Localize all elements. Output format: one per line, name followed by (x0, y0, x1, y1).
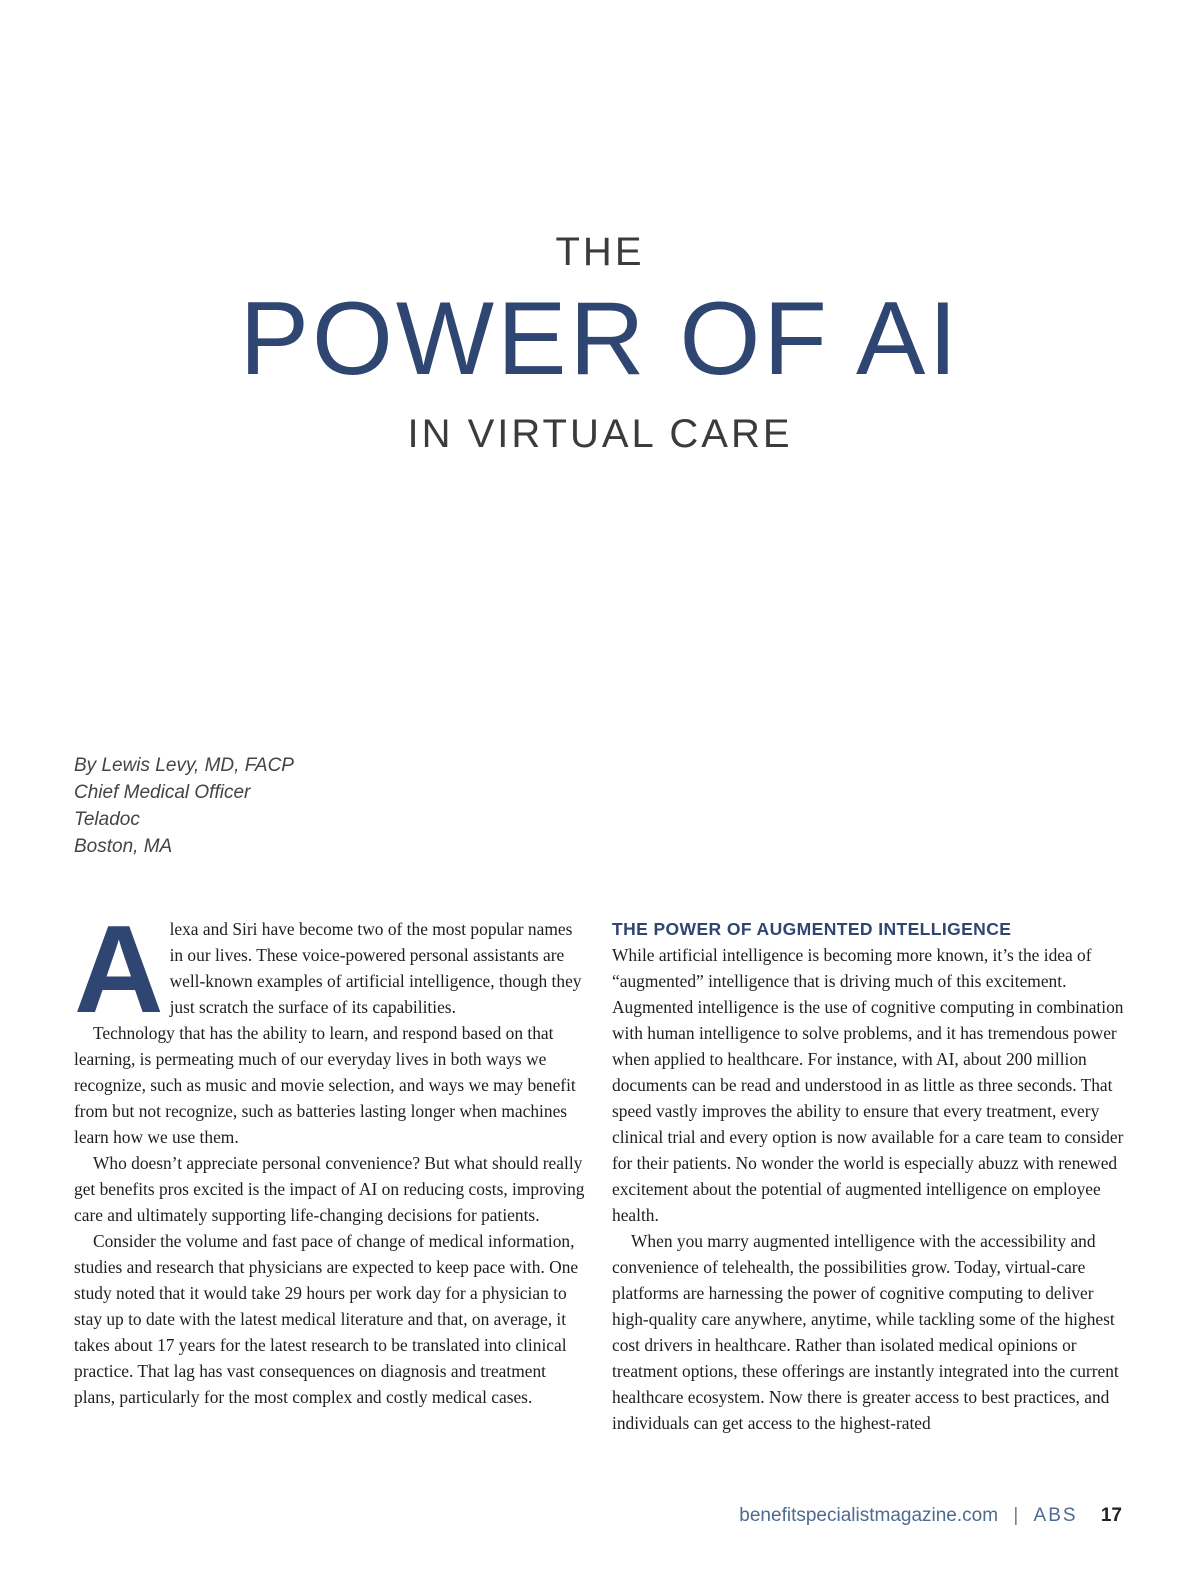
right-paragraph-1: While artificial intelligence is becoming more known, it’s the idea of “augmented” intelligence that is driving much of this excitement. Augmented intelligence is the use of cognitive computing in combination with human intelligence to solve problems, and it has tremendous power when applied to healthcare. For instance, with AI, about 200 million documents can be read and understood in as little as three seconds. That speed vastly improves the ability to ensure that every treatment, every clinical trial and every option is now available for a care team to consider for their patients. No wonder the world is especially abuzz with renewed excitement about the potential of augmented intelligence on employee health. (612, 945, 1124, 1225)
left-paragraph-3: Who doesn’t appreciate personal convenience? But what should really get benefits pros excited is the impact of AI on reducing costs, improving care and ultimately supporting life-changing decisions for patients. (74, 1153, 585, 1225)
byline-company: Teladoc (74, 809, 140, 830)
footer-magazine-name: ABS (1033, 1505, 1078, 1526)
right-paragraph-2: When you marry augmented intelligence with the accessibility and convenience of telehealth, the possibilities grow. Today, virtual-care platforms are harnessing the power of cognitive computing to deliver high-quality care anywhere, anytime, while tackling some of the highest cost drivers in healthcare. Rather than isolated medical opinions or treatment options, these offerings are instantly integrated into the current healthcare ecosystem. Now there is greater access to best practices, and individuals can get access to the highest-rated (612, 1231, 1119, 1433)
footer-separator: | (1013, 1505, 1019, 1526)
section-heading: THE POWER OF AUGMENTED INTELLIGENCE (612, 919, 1012, 939)
left-paragraph-4: Consider the volume and fast pace of change of medical information, studies and research that physicians are expected to keep pace with. One study noted that it would take 29 hours per work day for a physician to stay up to date with the latest medical literature and that, on average, it takes about 17 years for the latest research to be translated into clinical practice. That lag has vast consequences on diagnosis and treatment plans, particularly for the most complex and costly medical cases. (74, 1231, 579, 1407)
footer-website-link[interactable]: benefitspecialistmagazine.com (739, 1505, 999, 1526)
byline-location: Boston, MA (74, 836, 173, 857)
drop-cap: A (74, 901, 164, 1039)
page-number: 17 (1100, 1505, 1122, 1526)
byline-author: By Lewis Levy, MD, FACP (74, 755, 294, 776)
page-footer (739, 1502, 1122, 1530)
left-paragraph-2: Technology that has the ability to learn, and respond based on that learning, is permeating much of our everyday lives in both ways we recognize, such as music and movie selection, and ways we may benefit from but not recognize, such as batteries lasting longer when machines learn how we use them. (74, 1023, 576, 1147)
byline-role: Chief Medical Officer (74, 782, 251, 803)
page-subtitle: IN VIRTUAL CARE (407, 412, 793, 456)
page-title: POWER OF AI (239, 281, 961, 397)
right-column (612, 916, 1126, 1436)
left-paragraph-1: lexa and Siri have become two of the most popular names in our lives. These voice-powered personal assistants are well-known examples of artificial intelligence, though they just scratch the surface of its capabilities. (169, 919, 582, 1017)
left-column (74, 901, 586, 1410)
byline (74, 752, 294, 860)
title-kicker: THE (555, 230, 645, 274)
